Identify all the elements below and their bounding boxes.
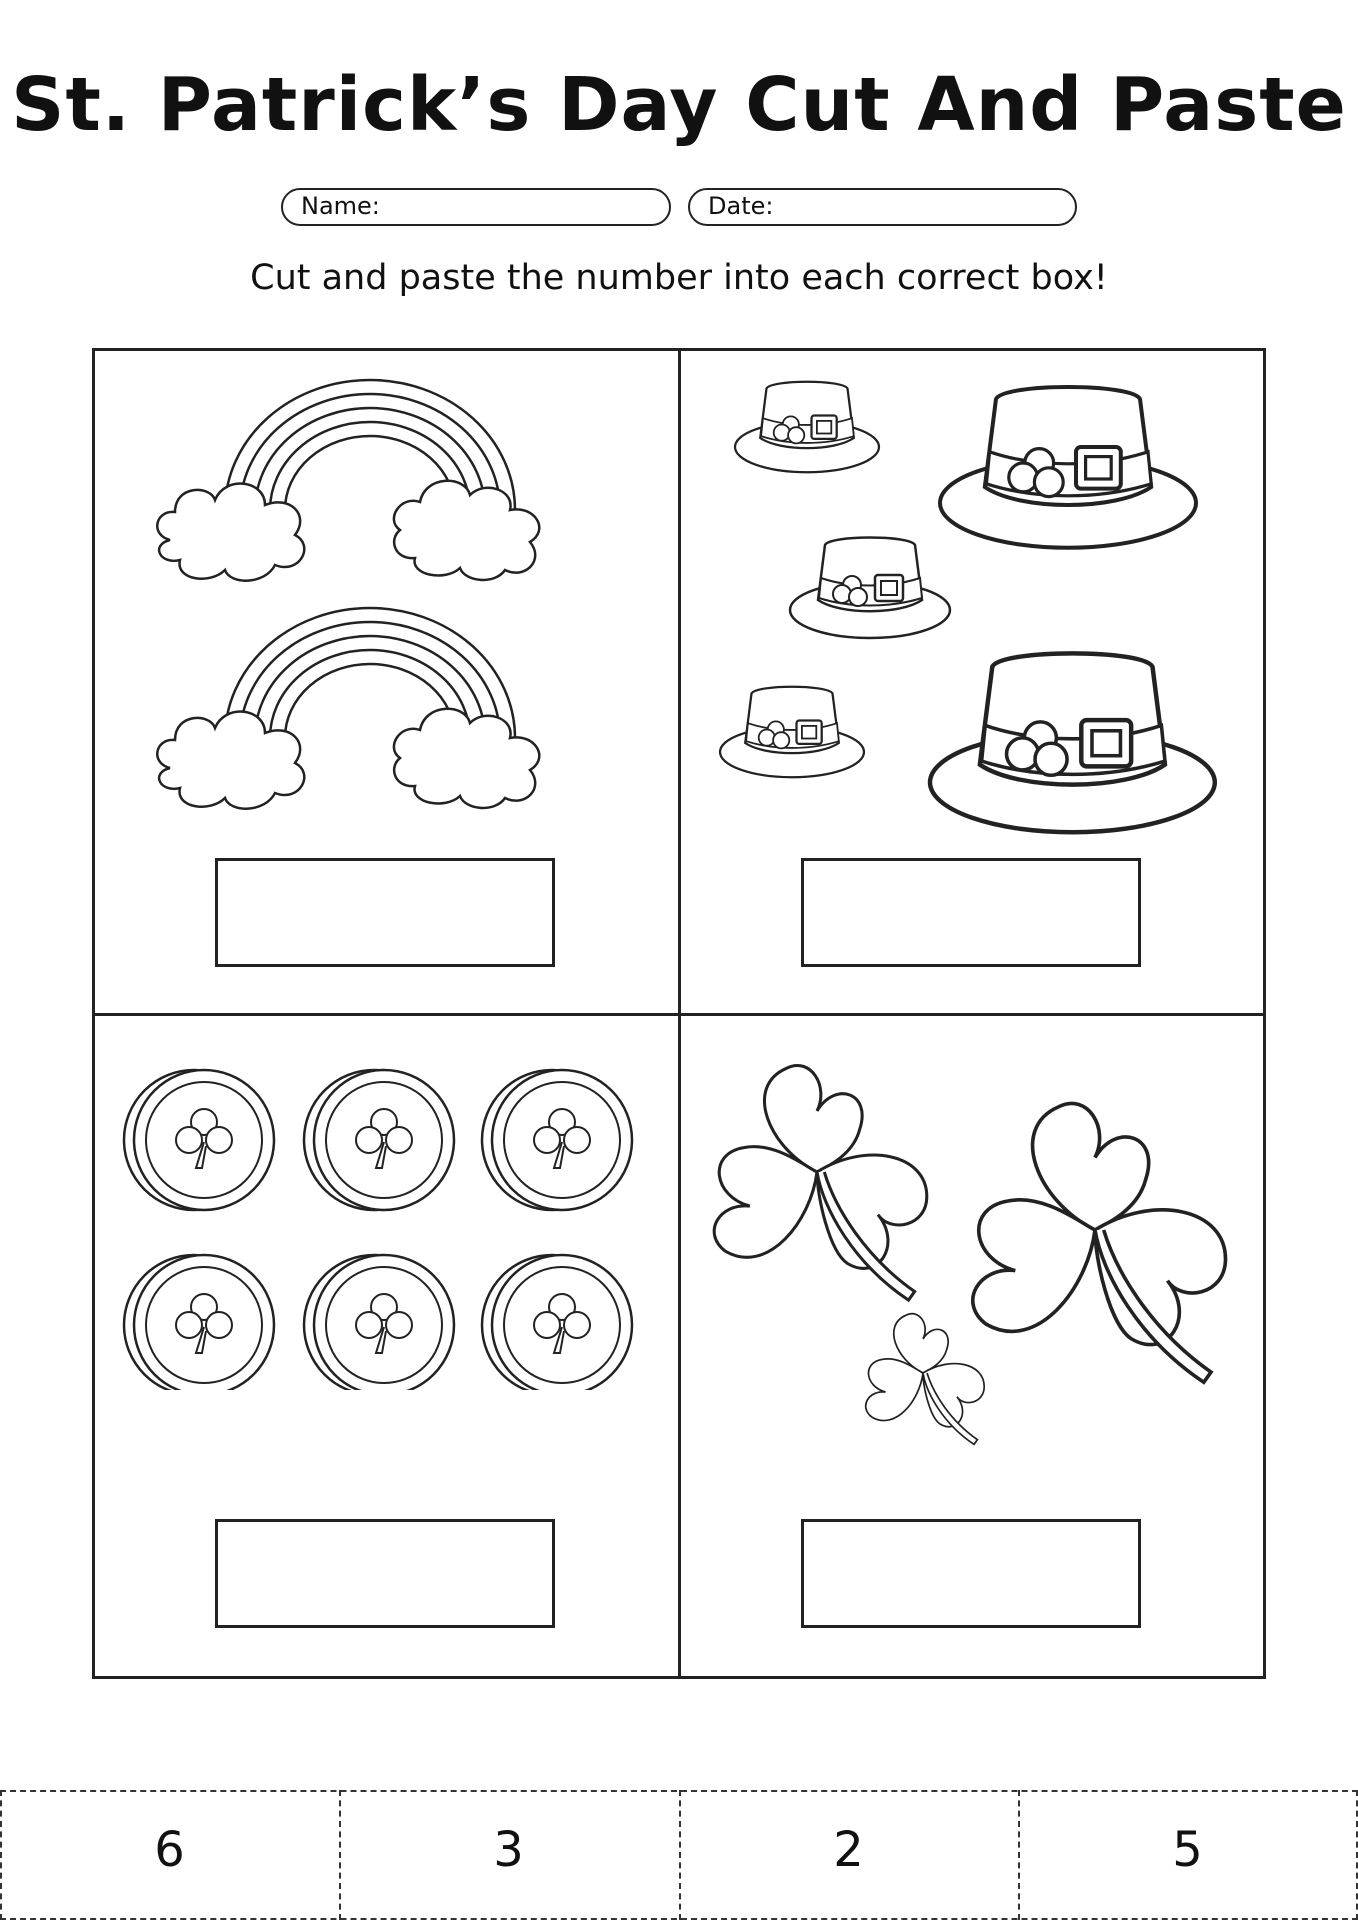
leprechaun-hat-icon	[790, 538, 950, 639]
cutout-number[interactable]: 6	[154, 1822, 185, 1878]
cutout-number[interactable]: 3	[493, 1822, 524, 1878]
gold-coin-icon	[482, 1255, 632, 1390]
shamrock-icon	[714, 1066, 927, 1301]
gold-coin-icon	[304, 1070, 454, 1210]
gold-coin-icon	[124, 1070, 274, 1210]
gold-coin-icon	[482, 1070, 632, 1210]
shamrock-icon	[973, 1103, 1226, 1382]
name-label: Name:	[301, 192, 380, 220]
hat-panel-art	[715, 365, 1235, 835]
cutout-number[interactable]: 2	[833, 1822, 864, 1878]
answer-box-rainbows[interactable]	[215, 858, 555, 967]
leprechaun-hat-icon	[735, 382, 879, 472]
shamrock-icon	[866, 1314, 985, 1445]
cutout-number[interactable]: 5	[1172, 1822, 1203, 1878]
instruction-text: Cut and paste the number into each correct box!	[250, 258, 1108, 298]
gold-coin-icon	[124, 1255, 274, 1390]
leprechaun-hat-icon	[720, 687, 864, 777]
answer-box-shamrocks[interactable]	[801, 1519, 1141, 1628]
gold-coin-icon	[304, 1255, 454, 1390]
answer-box-hats[interactable]	[801, 858, 1141, 967]
rainbow-icon	[157, 608, 539, 809]
rainbow-panel-art	[150, 370, 630, 830]
date-field[interactable]	[688, 188, 1077, 226]
name-field[interactable]	[281, 188, 671, 226]
answer-box-coins[interactable]	[215, 1519, 555, 1628]
grid-divider-horizontal	[92, 1013, 1266, 1016]
coin-panel-art	[120, 1060, 650, 1390]
shamrock-panel-art	[695, 1040, 1255, 1460]
leprechaun-hat-icon	[930, 653, 1215, 832]
page-title: St. Patrick’s Day Cut And Paste	[11, 62, 1347, 148]
rainbow-icon	[157, 380, 539, 581]
leprechaun-hat-icon	[940, 387, 1196, 548]
date-label: Date:	[708, 192, 774, 220]
